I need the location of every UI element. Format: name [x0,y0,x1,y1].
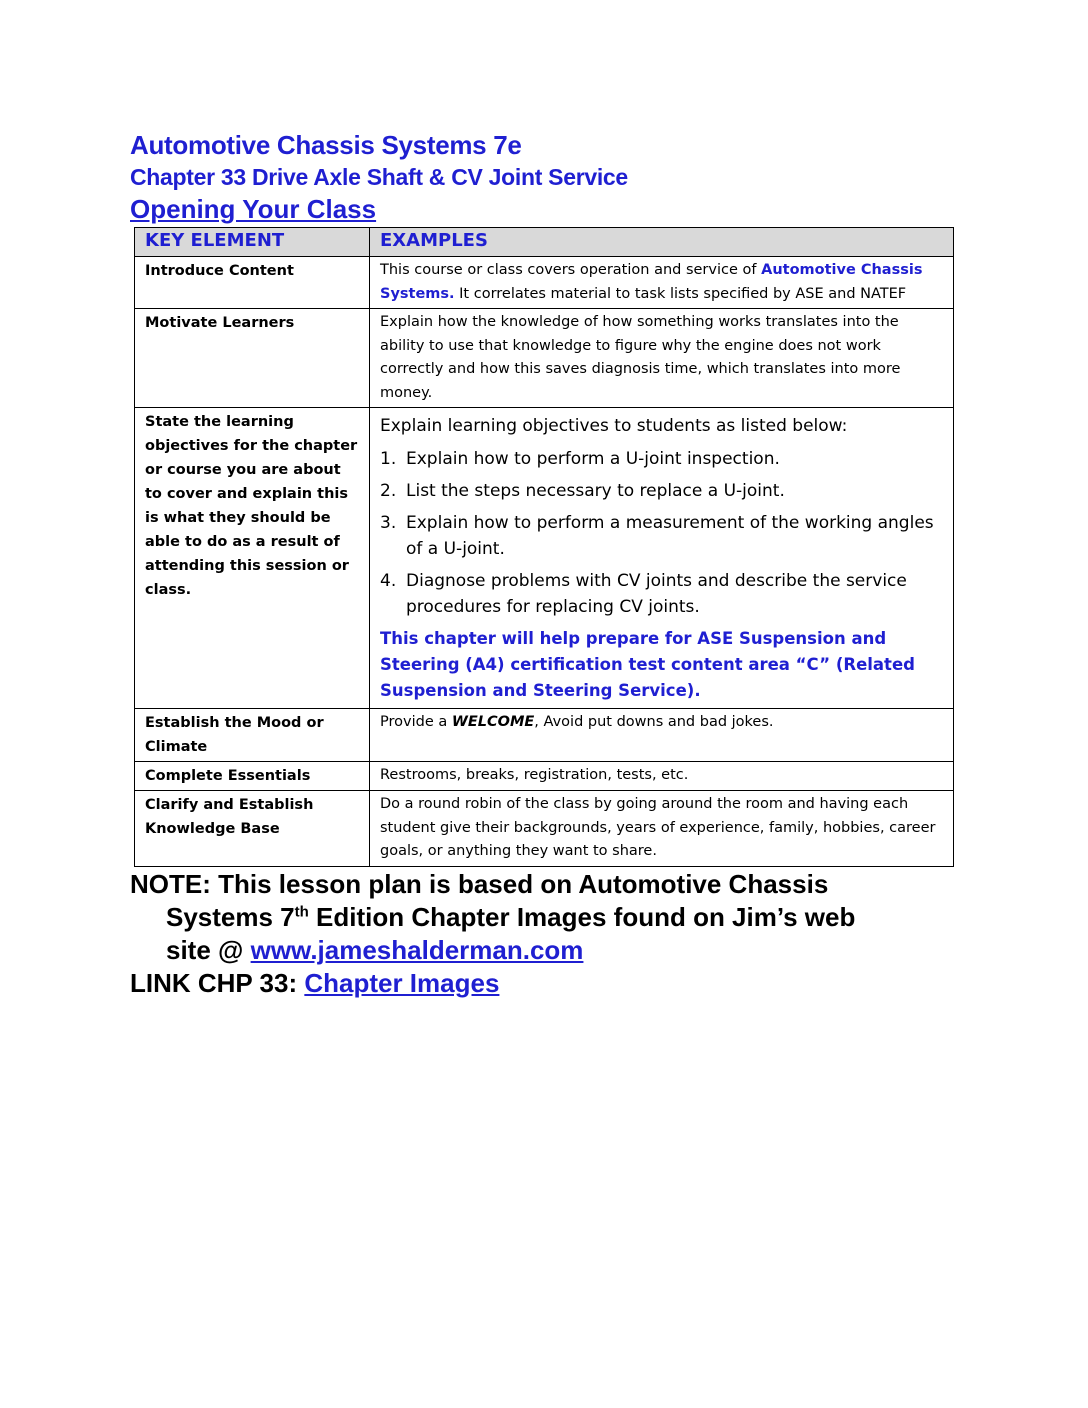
row-example-mood: Provide a WELCOME, Avoid put downs and bad jokes. [370,709,954,762]
note-block [130,868,960,1000]
row-example-introduce [370,257,954,309]
row-example-knowledge: Do a round robin of the class by going around the room and having each student give their backgrounds, years of experience, family, hobbies, career goals, or anything they want to share. [370,791,954,867]
key-element-header: KEY ELEMENT [135,228,370,257]
table-row [135,309,954,408]
introduce-text-pre: This course or class covers operation and service of [380,262,762,278]
row-key-objectives: State the learning objectives for the chapter or course you are about to cover and explain this is what they should be able to do as a result of attending this session or class. [135,408,370,709]
ase-certification-note: This chapter will help prepare for ASE Suspension and Steering (A4) certification test content area “C” (Related Suspension and Steering Service). [380,629,915,700]
note-line-3: site @ www.jameshalderman.com [166,935,584,965]
objectives-intro: Explain learning objectives to students as listed below: [380,416,848,436]
note-line-1: NOTE: This lesson plan is based on Automotive Chassis [130,869,829,899]
table-header-row [135,228,954,257]
introduce-text-post: It correlates material to task lists specified by ASE and NATEF [454,285,907,302]
table-row [135,791,954,867]
list-item: 2. List the steps necessary to replace a U-joint. [380,481,785,501]
row-key-mood: Establish the Mood or Climate [135,709,370,762]
welcome-emphasis: WELCOME [451,714,535,730]
table-row [135,709,954,762]
row-key-essentials: Complete Essentials [135,762,370,791]
row-example-objectives [370,408,954,709]
table-row [135,257,954,309]
table-row [135,408,954,709]
list-item: 4. Diagnose problems with CV joints and describe the service procedures for replacing CV joints. [380,571,907,617]
note-line-2: Systems 7th Edition Chapter Images found on Jim’s web [166,902,856,932]
row-example-essentials: Restrooms, breaks, registration, tests, etc. [370,762,954,791]
chapter-images-link[interactable]: Chapter Images [304,968,500,998]
chapter-link-line: LINK CHP 33: Chapter Images [130,968,500,998]
chapter-title: Chapter 33 Drive Axle Shaft & CV Joint Service [130,164,628,190]
book-title: Automotive Chassis Systems 7e [130,130,522,160]
list-item: 1. Explain how to perform a U-joint inspection. [380,449,780,469]
list-item: 3. Explain how to perform a measurement of the working angles of a U-joint. [380,513,934,559]
introduce-highlight: Automotive Chassis Systems. [380,262,923,302]
website-link[interactable]: www.jameshalderman.com [250,935,584,965]
row-example-motivate: Explain how the knowledge of how something works translates into the ability to use that knowledge to figure why the engine does not work correctly and how this saves diagnosis time, which translates into more money. [370,309,954,408]
row-key-knowledge: Clarify and Establish Knowledge Base [135,791,370,867]
lesson-plan-table [134,227,954,867]
table-row [135,762,954,791]
examples-header: EXAMPLES [370,228,954,257]
objectives-list [380,446,945,620]
row-key-motivate: Motivate Learners [135,309,370,408]
section-title: Opening Your Class [130,194,377,224]
row-key-introduce: Introduce Content [135,257,370,309]
